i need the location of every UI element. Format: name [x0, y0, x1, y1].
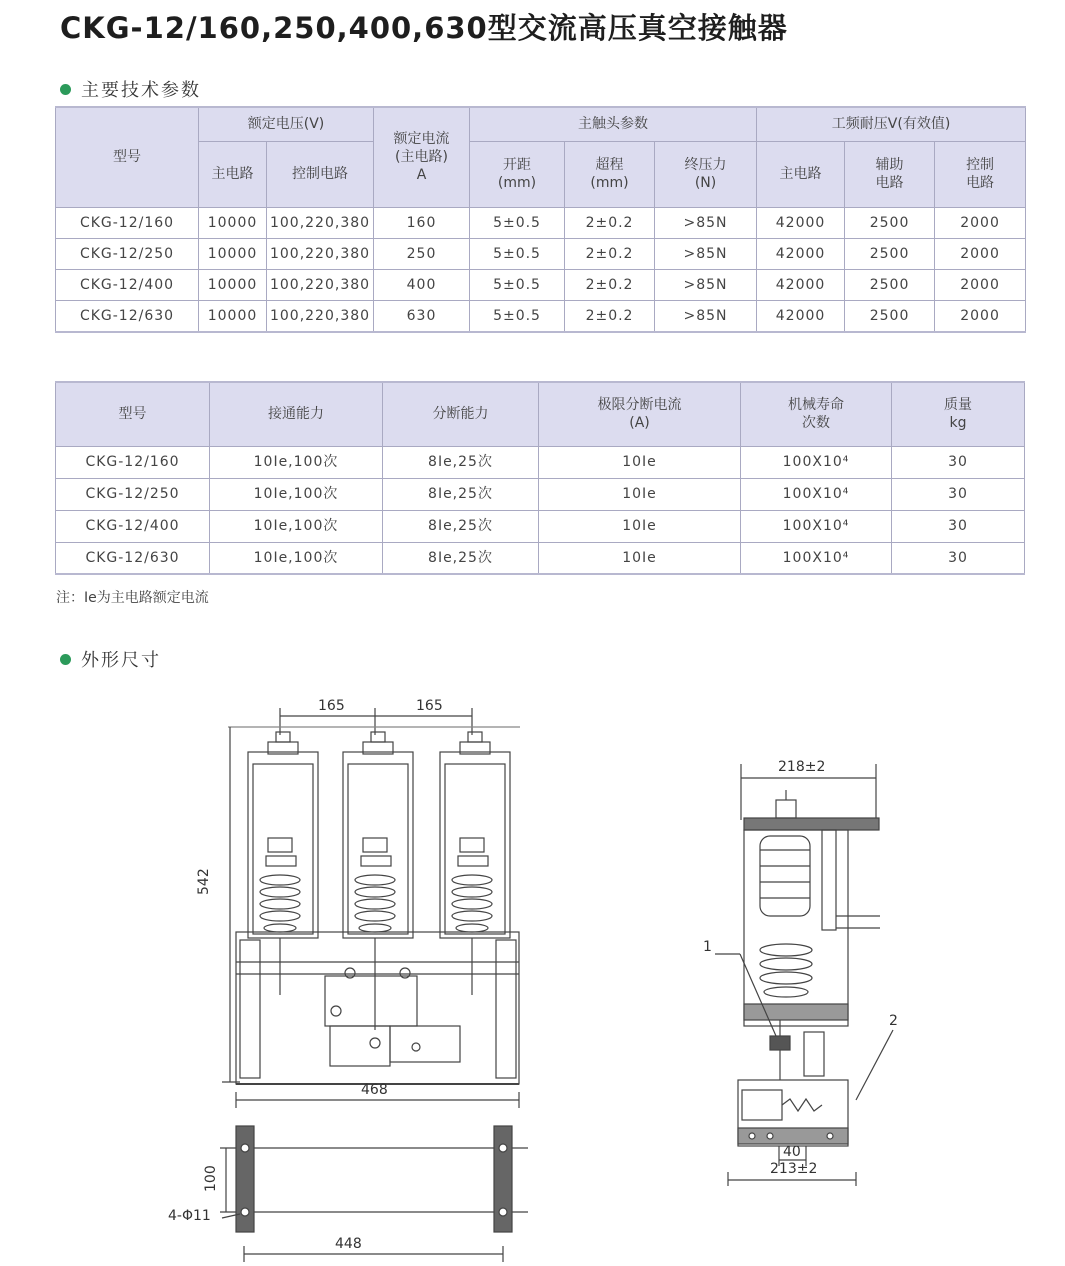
table-cell: 2500 — [845, 238, 935, 269]
callout-1: 1 — [703, 939, 712, 955]
pole-2 — [343, 732, 413, 1030]
table-cell: 2±0.2 — [565, 300, 655, 332]
table-cell: 30 — [892, 542, 1025, 574]
table-cell: 10Ie — [539, 478, 741, 510]
table-cell: 10000 — [199, 300, 267, 332]
col2-mass-label: 质量 — [944, 397, 972, 414]
col-w-ctrl-line2: 电路 — [966, 175, 995, 191]
table-cell: 5±0.5 — [470, 238, 565, 269]
table-cell: 100X10⁴ — [741, 510, 892, 542]
col-overtravel-label: 超程 — [595, 157, 624, 173]
table-cell: 10Ie — [539, 510, 741, 542]
table-cell: 5±0.5 — [470, 269, 565, 300]
dim-218: 218±2 — [778, 759, 826, 775]
table-cell: 2500 — [845, 269, 935, 300]
col-overtravel-unit: (mm) — [590, 175, 629, 191]
table-cell: 10Ie,100次 — [210, 478, 383, 510]
table-cell: 2500 — [845, 300, 935, 332]
table-cell: CKG-12/250 — [56, 478, 210, 510]
table-cell: CKG-12/160 — [56, 446, 210, 478]
col2-make: 接通能力 — [210, 382, 383, 446]
section-heading-dimensions-label: 外形尺寸 — [81, 650, 161, 671]
col-w-aux-line1: 辅助 — [875, 157, 904, 173]
table-cell: 8Ie,25次 — [383, 542, 539, 574]
table-cell: 10000 — [199, 269, 267, 300]
table-cell: 10000 — [199, 238, 267, 269]
table-cell: >85N — [655, 238, 757, 269]
table-cell: 42000 — [757, 207, 845, 238]
table-cell: 2000 — [935, 269, 1026, 300]
table-cell: 30 — [892, 446, 1025, 478]
table-cell: 5±0.5 — [470, 300, 565, 332]
col2-break: 分断能力 — [383, 382, 539, 446]
table-cell: CKG-12/630 — [56, 300, 199, 332]
table-cell: CKG-12/400 — [56, 510, 210, 542]
table-cell: 100X10⁴ — [741, 446, 892, 478]
table-cell: 400 — [374, 269, 470, 300]
table-cell: 2000 — [935, 238, 1026, 269]
side-view — [715, 764, 893, 1186]
col-final-pressure-label: 终压力 — [684, 157, 727, 173]
table-cell: 100,220,380 — [267, 269, 374, 300]
mounting-view — [220, 1126, 528, 1262]
dim-213: 213±2 — [770, 1161, 818, 1177]
table-cell: 2±0.2 — [565, 207, 655, 238]
col-contact-params: 主触头参数 — [470, 107, 757, 141]
table-cell: 8Ie,25次 — [383, 478, 539, 510]
table-cell: 2000 — [935, 207, 1026, 238]
table-cell: 2500 — [845, 207, 935, 238]
col2-mass-unit: kg — [949, 415, 967, 432]
col-rv-main: 主电路 — [199, 141, 267, 207]
col-w-aux-line2: 电路 — [875, 175, 904, 191]
table-cell: 160 — [374, 207, 470, 238]
table-cell: 100,220,380 — [267, 207, 374, 238]
table-cell: 30 — [892, 510, 1025, 542]
col-gap-unit: (mm) — [497, 175, 537, 191]
callout-2: 2 — [889, 1013, 898, 1029]
dim-165-left: 165 — [318, 698, 345, 714]
table-cell: 100,220,380 — [267, 300, 374, 332]
col-rv-control: 控制电路 — [267, 141, 374, 207]
col-model: 型号 — [56, 107, 199, 207]
table-cell: 5±0.5 — [470, 207, 565, 238]
table-cell: 42000 — [757, 300, 845, 332]
col-rated-current-unit: A — [416, 167, 427, 184]
pole-3 — [440, 732, 510, 995]
table-cell: 42000 — [757, 238, 845, 269]
table-cell: CKG-12/630 — [56, 542, 210, 574]
col2-limit-label: 极限分断电流 — [597, 397, 682, 414]
table-cell: 250 — [374, 238, 470, 269]
dim-40: 40 — [783, 1144, 801, 1160]
col-final-pressure-unit: (N) — [694, 175, 717, 191]
table-cell: 630 — [374, 300, 470, 332]
dim-468: 468 — [361, 1082, 388, 1098]
table-cell: >85N — [655, 300, 757, 332]
table-cell: 2000 — [935, 300, 1026, 332]
table-cell: CKG-12/160 — [56, 207, 199, 238]
col-gap-label: 开距 — [503, 157, 532, 173]
table-cell: 10Ie,100次 — [210, 542, 383, 574]
col2-life-unit: 次数 — [802, 415, 830, 432]
col-rated-current-sub: (主电路) — [395, 149, 448, 166]
col2-life-label: 机械寿命 — [788, 397, 844, 414]
table-cell: CKG-12/400 — [56, 269, 199, 300]
dim-165-right: 165 — [416, 698, 443, 714]
col-rated-current-label: 额定电流 — [393, 131, 450, 148]
dim-100: 100 — [203, 1165, 219, 1192]
table-cell: CKG-12/250 — [56, 238, 199, 269]
table-cell: >85N — [655, 207, 757, 238]
dim-542: 542 — [196, 868, 212, 895]
table-cell: 100X10⁴ — [741, 478, 892, 510]
dim-4-phi11: 4-Φ11 — [168, 1208, 211, 1224]
table-cell: 100,220,380 — [267, 238, 374, 269]
col-withstand: 工频耐压V(有效值) — [757, 107, 1026, 141]
col-w-ctrl-line1: 控制 — [966, 157, 995, 173]
front-view — [222, 708, 520, 1108]
col-w-main: 主电路 — [757, 141, 845, 207]
col2-limit-unit: (A) — [629, 415, 650, 432]
table-cell: 10000 — [199, 207, 267, 238]
table-cell: 8Ie,25次 — [383, 510, 539, 542]
table-cell: 10Ie — [539, 446, 741, 478]
table-cell: 8Ie,25次 — [383, 446, 539, 478]
table-cell: 10Ie,100次 — [210, 510, 383, 542]
table-cell: 100X10⁴ — [741, 542, 892, 574]
table-cell: 10Ie,100次 — [210, 446, 383, 478]
table-cell: 2±0.2 — [565, 238, 655, 269]
table-cell: 10Ie — [539, 542, 741, 574]
table-cell: 30 — [892, 478, 1025, 510]
pole-1 — [248, 732, 318, 995]
dim-448: 448 — [335, 1236, 362, 1252]
section-heading-specs-label: 主要技术参数 — [81, 80, 201, 101]
table-cell: 2±0.2 — [565, 269, 655, 300]
table-cell: >85N — [655, 269, 757, 300]
footnote: 注：Ie为主电路额定电流 — [56, 590, 209, 606]
col2-model: 型号 — [56, 382, 210, 446]
col-rated-voltage: 额定电压(V) — [199, 107, 374, 141]
page-title: CKG-12/160,250,400,630型交流高压真空接触器 — [60, 11, 788, 45]
table-cell: 42000 — [757, 269, 845, 300]
